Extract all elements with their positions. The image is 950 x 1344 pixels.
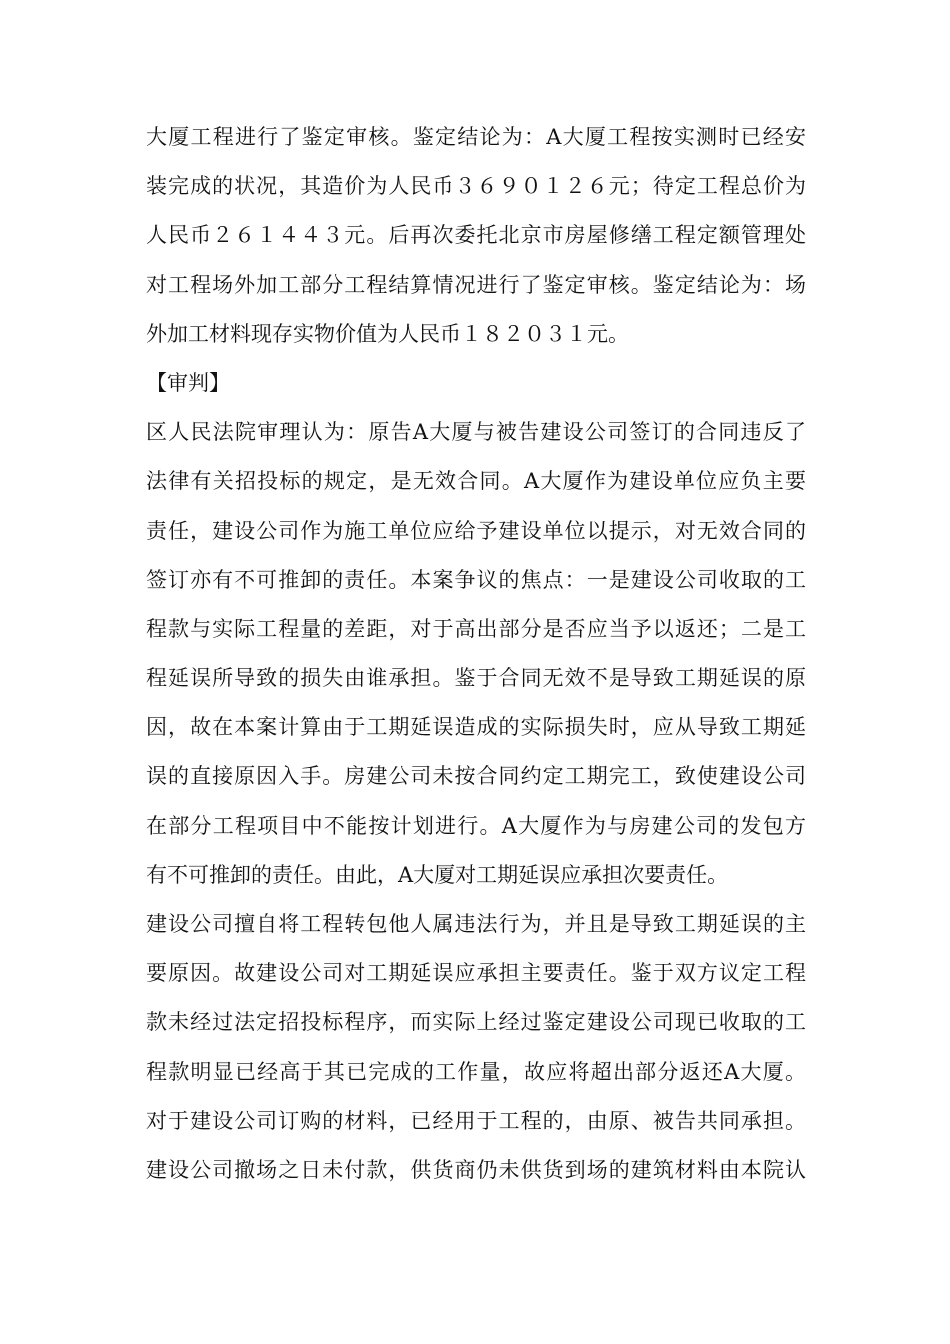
text-line: 大厦工程进行了鉴定审核。鉴定结论为：A大厦工程按实测时已经安 <box>146 125 806 149</box>
text-line: 程延误所导致的损失由谁承担。鉴于合同无效不是导致工期延误的原 <box>146 666 806 691</box>
text-line: 程款明显已经高于其已完成的工作量，故应将超出部分返还A大厦。 <box>146 1059 806 1084</box>
text-line: 款未经过法定招投标程序，而实际上经过鉴定建设公司现已收取的工 <box>146 1010 806 1035</box>
text-line: 误的直接原因入手。房建公司未按合同约定工期完工，致使建设公司 <box>146 764 806 789</box>
text-line: 在部分工程项目中不能按计划进行。A大厦作为与房建公司的发包方 <box>146 813 806 838</box>
text-line: 装完成的状况，其造价为人民币３６９０１２６元；待定工程总价为 <box>146 174 806 199</box>
body-text <box>146 113 806 1195</box>
section-heading: 【审判】 <box>146 370 230 395</box>
text-line: 程款与实际工程量的差距，对于高出部分是否应当予以返还；二是工 <box>146 616 806 641</box>
text-line: 对工程场外加工部分工程结算情况进行了鉴定审核。鉴定结论为：场 <box>146 272 806 297</box>
text-line: 要原因。故建设公司对工期延误应承担主要责任。鉴于双方议定工程 <box>146 961 806 986</box>
text-line: 因，故在本案计算由于工期延误造成的实际损失时，应从导致工期延 <box>146 715 806 740</box>
text-line: 建设公司撤场之日未付款，供货商仍未供货到场的建筑材料由本院认 <box>146 1157 806 1182</box>
text-line: 人民币２６１４４３元。后再次委托北京市房屋修缮工程定额管理处 <box>146 223 806 248</box>
text-line: 外加工材料现存实物价值为人民币１８２０３１元。 <box>146 321 629 346</box>
text-line: 责任，建设公司作为施工单位应给予建设单位以提示，对无效合同的 <box>146 518 806 543</box>
text-line: 法律有关招投标的规定，是无效合同。A大厦作为建设单位应负主要 <box>146 469 806 494</box>
text-line: 对于建设公司订购的材料，已经用于工程的，由原、被告共同承担。 <box>146 1108 806 1133</box>
text-line: 签订亦有不可推卸的责任。本案争议的焦点：一是建设公司收取的工 <box>146 567 806 592</box>
text-line: 建设公司擅自将工程转包他人属违法行为，并且是导致工期延误的主 <box>146 912 806 936</box>
text-line: 区人民法院审理认为：原告A大厦与被告建设公司签订的合同违反了 <box>146 420 806 445</box>
text-line: 有不可推卸的责任。由此，A大厦对工期延误应承担次要责任。 <box>146 862 729 887</box>
